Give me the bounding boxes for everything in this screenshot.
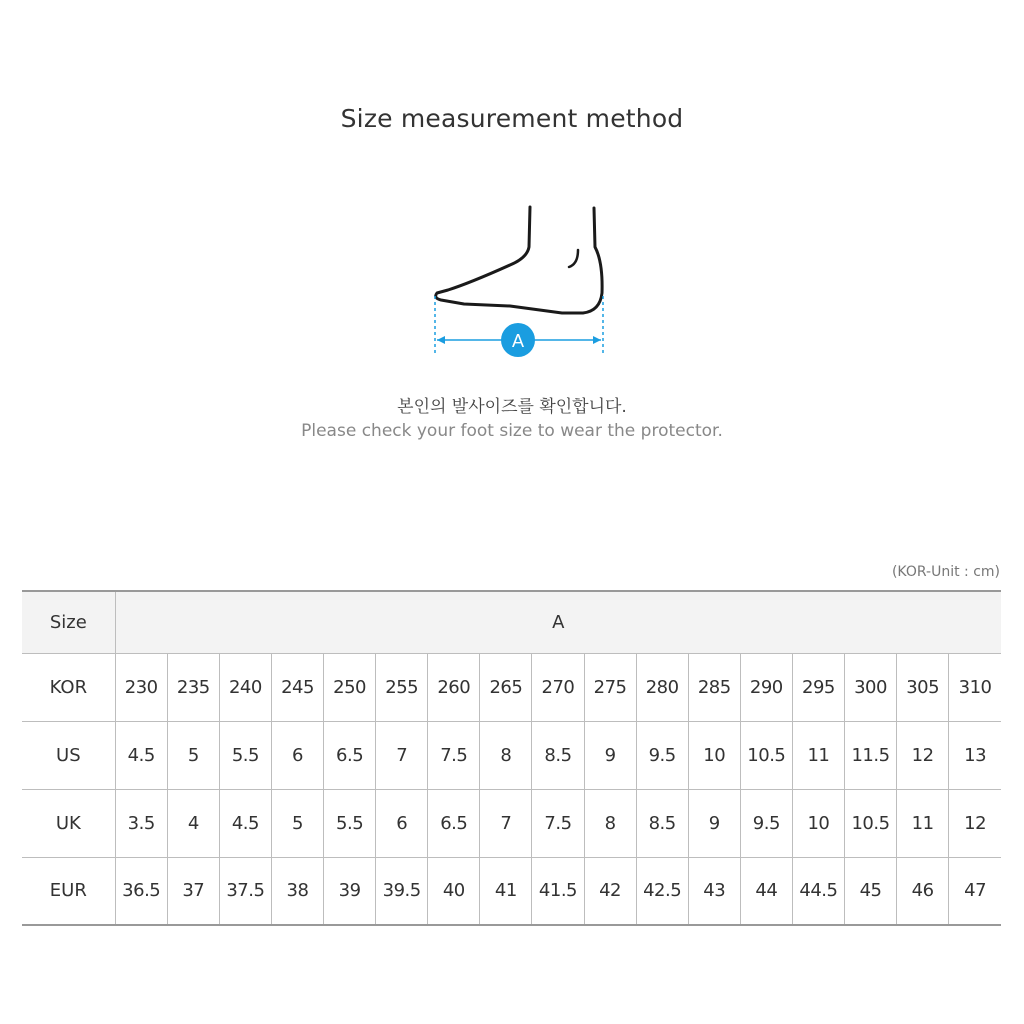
size-cell: 12: [897, 721, 949, 789]
size-cell: 7: [480, 789, 532, 857]
size-cell: 47: [949, 857, 1001, 925]
size-cell: 9: [584, 721, 636, 789]
arrow-right-icon: [593, 336, 601, 344]
unit-note: (KOR-Unit : cm): [891, 564, 1000, 580]
size-cell: 8: [480, 721, 532, 789]
size-cell: 3.5: [115, 789, 167, 857]
arrow-left-icon: [437, 336, 445, 344]
row-label: KOR: [22, 653, 115, 721]
size-cell: 230: [115, 653, 167, 721]
size-cell: 4.5: [115, 721, 167, 789]
size-cell: 6: [376, 789, 428, 857]
size-cell: 7: [376, 721, 428, 789]
size-cell: 42.5: [636, 857, 688, 925]
size-cell: 11: [897, 789, 949, 857]
size-cell: 5: [167, 721, 219, 789]
size-cell: 7.5: [532, 789, 584, 857]
size-cell: 250: [324, 653, 376, 721]
size-cell: 45: [844, 857, 896, 925]
size-cell: 8: [584, 789, 636, 857]
size-cell: 10: [688, 721, 740, 789]
size-cell: 255: [376, 653, 428, 721]
size-cell: 9: [688, 789, 740, 857]
size-cell: 10.5: [844, 789, 896, 857]
size-cell: 38: [271, 857, 323, 925]
size-cell: 300: [844, 653, 896, 721]
size-cell: 12: [949, 789, 1001, 857]
corner-header: Size: [22, 591, 115, 653]
size-cell: 280: [636, 653, 688, 721]
row-label: EUR: [22, 857, 115, 925]
size-cell: 9.5: [636, 721, 688, 789]
size-cell: 6.5: [324, 721, 376, 789]
size-cell: 6: [271, 721, 323, 789]
table-row: [22, 653, 1001, 721]
size-cell: 6.5: [428, 789, 480, 857]
size-cell: 7.5: [428, 721, 480, 789]
description-korean: 본인의 발사이즈를 확인합니다.: [397, 397, 627, 417]
size-cell: 275: [584, 653, 636, 721]
size-cell: 39.5: [376, 857, 428, 925]
table-row: [22, 789, 1001, 857]
table-header-row: [22, 591, 1001, 653]
size-cell: 11: [792, 721, 844, 789]
size-cell: 10.5: [740, 721, 792, 789]
size-cell: 295: [792, 653, 844, 721]
size-cell: 270: [532, 653, 584, 721]
size-cell: 310: [949, 653, 1001, 721]
size-cell: 260: [428, 653, 480, 721]
size-cell: 4: [167, 789, 219, 857]
size-cell: 44: [740, 857, 792, 925]
table-row: [22, 857, 1001, 925]
size-cell: 240: [219, 653, 271, 721]
size-cell: 40: [428, 857, 480, 925]
size-cell: 305: [897, 653, 949, 721]
size-cell: 245: [271, 653, 323, 721]
size-cell: 44.5: [792, 857, 844, 925]
size-cell: 11.5: [844, 721, 896, 789]
size-cell: 46: [897, 857, 949, 925]
size-cell: 235: [167, 653, 219, 721]
size-cell: 285: [688, 653, 740, 721]
page-title: Size measurement method: [340, 104, 684, 133]
size-cell: 5.5: [324, 789, 376, 857]
size-cell: 8.5: [636, 789, 688, 857]
size-cell: 9.5: [740, 789, 792, 857]
size-cell: 13: [949, 721, 1001, 789]
size-cell: 43: [688, 857, 740, 925]
row-label: UK: [22, 789, 115, 857]
row-label: US: [22, 721, 115, 789]
size-cell: 5.5: [219, 721, 271, 789]
span-header: A: [115, 591, 1001, 653]
size-cell: 42: [584, 857, 636, 925]
table-row: [22, 721, 1001, 789]
size-cell: 10: [792, 789, 844, 857]
ankle-mark: [569, 250, 578, 267]
description-english: Please check your foot size to wear the protector.: [301, 421, 723, 441]
marker-label: A: [511, 331, 525, 351]
size-cell: 290: [740, 653, 792, 721]
size-cell: 41.5: [532, 857, 584, 925]
foot-illustration: [0, 0, 1024, 380]
size-chart-table: [22, 590, 1001, 926]
size-cell: 37: [167, 857, 219, 925]
size-cell: 41: [480, 857, 532, 925]
size-cell: 39: [324, 857, 376, 925]
size-cell: 265: [480, 653, 532, 721]
size-cell: 8.5: [532, 721, 584, 789]
size-cell: 36.5: [115, 857, 167, 925]
size-cell: 37.5: [219, 857, 271, 925]
size-cell: 5: [271, 789, 323, 857]
size-cell: 4.5: [219, 789, 271, 857]
